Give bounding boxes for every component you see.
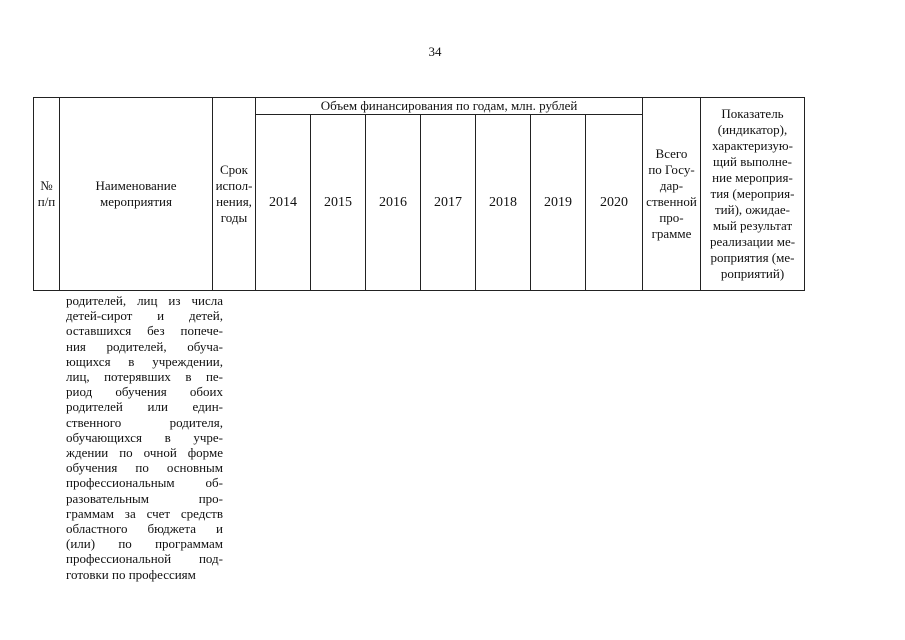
- header-year: 2019: [531, 115, 586, 291]
- page-number: 34: [428, 44, 442, 59]
- continuation-line: обучения по основным: [66, 460, 223, 476]
- continuation-line: граммам за счет средств: [66, 505, 223, 521]
- continuation-line: ния родителей, обуча-: [66, 338, 223, 354]
- header-year: 2016: [366, 115, 421, 291]
- continuation-line: ственного родителя,: [66, 414, 223, 430]
- continuation-line: родителей или един-: [66, 399, 223, 415]
- continuation-line: детей-сирот и детей,: [66, 308, 223, 324]
- header-financing: Объем финансирования по годам, млн. рублей: [256, 98, 643, 115]
- continuation-line: ждении по очной форме: [66, 445, 223, 461]
- continuation-line: ющихся в учреждении,: [66, 353, 223, 369]
- header-number: № п/п: [34, 98, 60, 291]
- continuation-line: лиц, потерявших в пе-: [66, 369, 223, 385]
- continuation-line: готовки по профессиям: [66, 566, 196, 582]
- continuation-line: (или) по программам: [66, 536, 223, 552]
- header-year: 2017: [421, 115, 476, 291]
- continuation-line: профессиональным об-: [66, 475, 223, 491]
- financing-table: [33, 97, 805, 291]
- continuation-line: родителей, лиц из числа: [66, 293, 223, 308]
- header-year: 2020: [586, 115, 643, 291]
- continuation-line: профессиональной под-: [66, 551, 223, 567]
- continuation-text: [66, 293, 223, 582]
- continuation-line: разовательным про-: [66, 490, 223, 506]
- header-year: 2015: [311, 115, 366, 291]
- header-total: Всего по Госу- дар- ственной про- грамме: [643, 98, 701, 291]
- continuation-line: обучающихся в учре-: [66, 429, 223, 445]
- header-year: 2014: [256, 115, 311, 291]
- header-name: Наименование мероприятия: [60, 98, 213, 291]
- continuation-line: областного бюджета и: [66, 521, 223, 537]
- continuation-line: оставшихся без попече-: [66, 323, 223, 339]
- header-term: Срок испол- нения, годы: [213, 98, 256, 291]
- header-year: 2018: [476, 115, 531, 291]
- header-indicator: Показатель (индикатор), характеризую- щий выполне- ние мероприя- тия (мероприя- тий), ожидае- мый результат реализации ме- роприятия (ме- роприятий): [701, 98, 805, 291]
- continuation-line: риод обучения обоих: [66, 384, 223, 400]
